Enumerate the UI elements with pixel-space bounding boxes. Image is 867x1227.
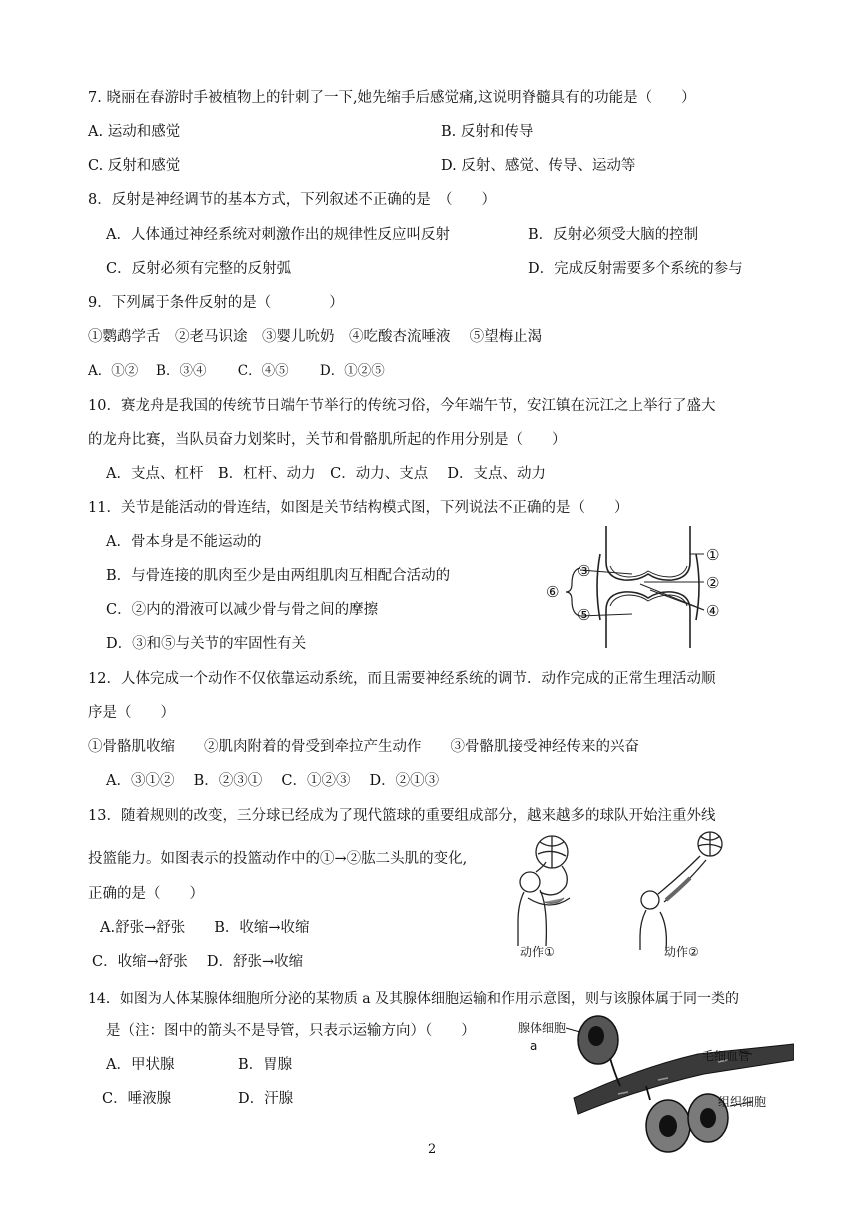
q12-options: A．③①② B．②③① C．①②③ D．②①③	[106, 773, 440, 789]
tissue-cell-label: 组织细胞	[718, 1095, 767, 1109]
q12-items: ①骨骼肌收缩 ②肌肉附着的骨受到牵拉产生动作 ③骨骼肌接受神经传来的兴奋	[88, 739, 639, 755]
q13-stem-line1: 13．随着规则的改变，三分球已经成为了现代篮球的重要组成部分，越来越多的球队开始注重外线	[88, 808, 716, 824]
q7-stem: 7. 晓丽在春游时手被植物上的针刺了一下,她先缩手后感觉痛,这说明脊髓具有的功能是（ ）	[88, 90, 696, 106]
q8-option-a: A．人体通过神经系统对刺激作出的规律性反应叫反射	[106, 227, 450, 243]
q12-stem-line1: 12．人体完成一个动作不仅依靠运动系统，而且需要神经系统的调节．动作完成的正常生理活动顺	[88, 671, 716, 687]
q10-stem-line2: 的龙舟比赛，当队员奋力划桨时，关节和骨骼肌所起的作用分别是（ ）	[88, 432, 567, 448]
substance-a-label: a	[530, 1039, 538, 1053]
q14-option-a: A．甲状腺	[106, 1057, 175, 1073]
basketball-shooting-figure	[500, 826, 740, 962]
q8-option-c: C．反射必须有完整的反射弧	[106, 261, 292, 277]
gland-cell-label: 腺体细胞	[518, 1021, 567, 1035]
q14-stem-line2: 是（注：图中的箭头不是导管，只表示运输方向）（ ）	[106, 1023, 476, 1039]
q7-option-c: C. 反射和感觉	[88, 158, 181, 174]
q10-options: A．支点、杠杆 B．杠杆、动力 C．动力、支点 D．支点、动力	[106, 466, 546, 482]
action-1-label: 动作①	[520, 945, 555, 959]
q9-stem: 9．下列属于条件反射的是（ ）	[88, 295, 344, 311]
q14-option-c: C．唾液腺	[102, 1091, 172, 1107]
joint-label-3: ③	[577, 562, 591, 580]
q13-options-row1: A.舒张→舒张 B．收缩→收缩	[100, 920, 310, 936]
q10-stem-line1: 10．赛龙舟是我国的传统节日端午节举行的传统习俗，今年端午节，安江镇在沅江之上举行了盛大	[88, 398, 716, 414]
q13-stem-line2: 投篮能力。如图表示的投篮动作中的①→②肱二头肌的变化,	[88, 851, 468, 867]
joint-structure-diagram	[540, 524, 740, 650]
q7-option-b: B. 反射和传导	[441, 124, 534, 140]
q14-stem-line1: 14．如图为人体某腺体细胞所分泌的某物质 a 及其腺体细胞运输和作用示意图，则与该腺体属于同一类的	[88, 991, 740, 1007]
action-2-label: 动作②	[664, 945, 699, 959]
joint-label-5: ⑤	[577, 606, 591, 624]
q11-option-b: B．与骨连接的肌肉至少是由两组肌肉互相配合活动的	[106, 568, 451, 584]
joint-label-1: ①	[706, 546, 720, 564]
q14-option-d: D．汗腺	[238, 1091, 294, 1107]
joint-label-4: ④	[706, 602, 720, 620]
q11-option-c: C．②内的滑液可以减少骨与骨之间的摩擦	[106, 602, 379, 618]
q12-stem-line2: 序是（ ）	[88, 705, 175, 721]
q9-options: A．①② B．③④ C．④⑤ D．①②⑤	[88, 363, 385, 379]
capillary-label: 毛细血管	[702, 1049, 751, 1063]
q11-option-a: A．骨本身是不能运动的	[106, 534, 262, 550]
q7-option-a: A. 运动和感觉	[88, 124, 181, 140]
q14-option-b: B．胃腺	[238, 1057, 293, 1073]
joint-label-2: ②	[706, 574, 720, 592]
q11-stem: 11．关节是能活动的骨连结，如图是关节结构模式图，下列说法不正确的是（ ）	[88, 500, 629, 516]
joint-label-6: ⑥	[546, 583, 560, 601]
q8-option-b: B．反射必须受大脑的控制	[528, 227, 699, 243]
q11-option-d: D．③和⑤与关节的牢固性有关	[106, 636, 307, 652]
q7-option-d: D. 反射、感觉、传导、运动等	[441, 158, 636, 174]
q9-items: ①鹦鹉学舌 ②老马识途 ③婴儿吮奶 ④吃酸杏流唾液 ⑤望梅止渴	[88, 329, 543, 345]
q8-option-d: D．完成反射需要多个系统的参与	[528, 261, 743, 277]
page-number: 2	[428, 1142, 437, 1157]
q13-options-row2: C．收缩→舒张 D．舒张→收缩	[92, 954, 304, 970]
q8-stem: 8．反射是神经调节的基本方式，下列叙述不正确的是 （ ）	[88, 192, 496, 208]
gland-transport-diagram	[518, 1014, 794, 1158]
q13-stem-line3: 正确的是（ ）	[88, 886, 204, 902]
